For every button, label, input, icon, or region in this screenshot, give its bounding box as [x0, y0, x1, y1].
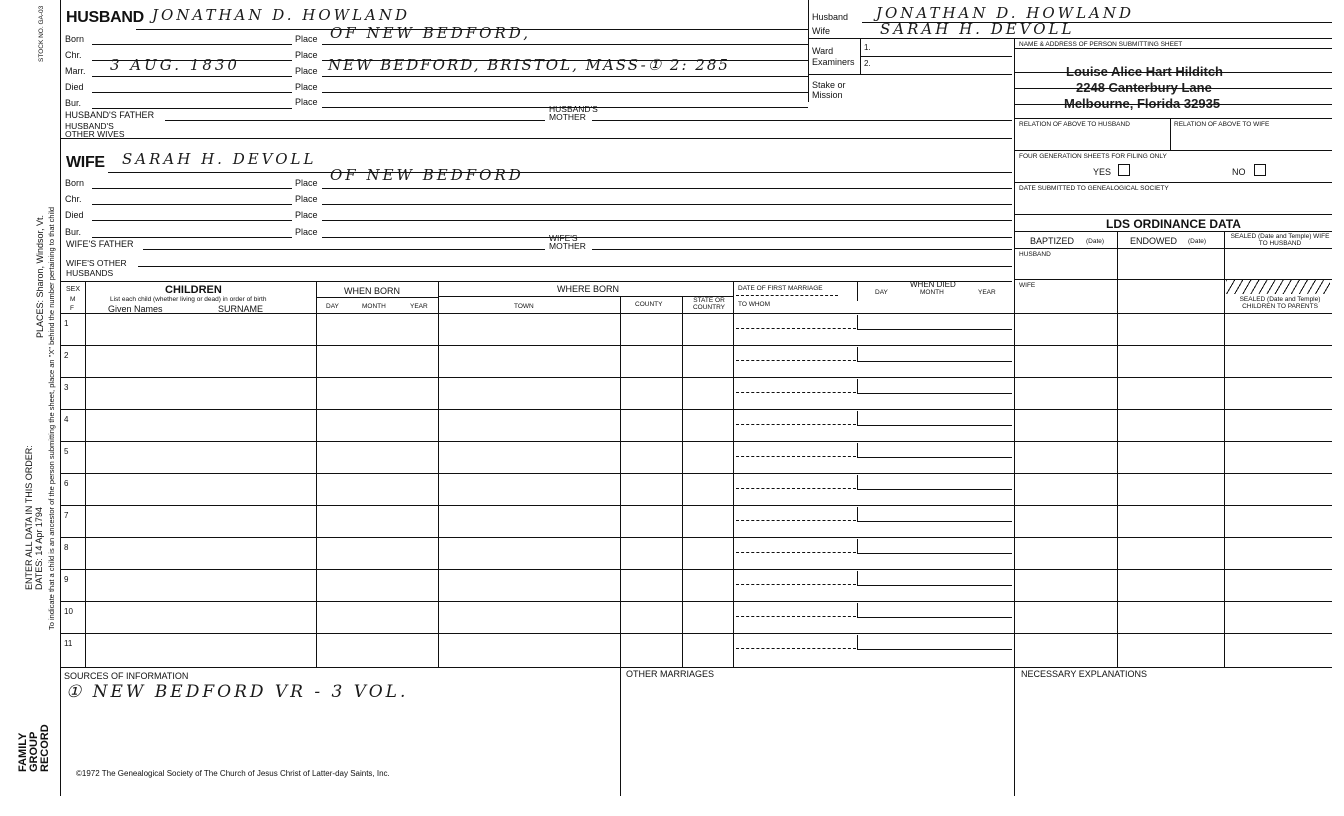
wife-other-husbands-label: WIFE'S OTHER HUSBANDS [66, 258, 127, 278]
top-right-divider [808, 0, 809, 102]
marriage-date-dash [736, 360, 856, 361]
wife-bur-place-label: Place [295, 227, 318, 237]
wife-bur-place-line [322, 237, 1012, 238]
relation-top-line [1014, 118, 1332, 119]
lds-hatched-cell [1226, 280, 1330, 294]
sealed-wife-label: SEALED (Date and Temple) WIFE TO HUSBAND [1230, 233, 1330, 247]
submitter-name: Louise Alice Hart Hilditch [1066, 64, 1223, 79]
table-bottom [60, 667, 1332, 668]
death-date-tick [857, 443, 858, 458]
no-label: NO [1232, 167, 1246, 177]
when-born-line [316, 297, 438, 298]
sources-label: SOURCES OF INFORMATION [64, 671, 189, 681]
death-date-line [857, 425, 1012, 426]
first-marriage-dash [736, 295, 838, 296]
child-row-divider [60, 569, 1332, 570]
tr-husband-label: Husband [812, 12, 849, 22]
marriage-place: NEW BEDFORD, BRISTOL, MASS-① 2: 285 [328, 56, 730, 74]
death-date-tick [857, 603, 858, 618]
death-date-tick [857, 475, 858, 490]
col-town [620, 296, 621, 667]
death-date-line [857, 457, 1012, 458]
death-date-tick [857, 539, 858, 554]
husband-born-line [92, 44, 292, 45]
marriage-date-dash [736, 520, 856, 521]
source-entry-1: ① NEW BEDFORD VR - 3 VOL. [66, 682, 409, 702]
death-date-line [857, 489, 1012, 490]
child-row-divider [60, 441, 1332, 442]
husband-mother-line [592, 120, 1012, 121]
explanations-label: NECESSARY EXPLANATIONS [1021, 669, 1148, 679]
surname-label: SURNAME [218, 304, 264, 314]
child-row-divider [60, 377, 1332, 378]
wife-mother-label: WIFE'S MOTHER [549, 233, 586, 251]
ancestor-instruction: To indicate that a child is an ancestor of the person submitting the sheet, place an "X" behind the number pertaining to that child [47, 206, 56, 630]
lds-title-line [1014, 231, 1332, 232]
date-submitted-top-line [1014, 182, 1332, 183]
child-row-number: 6 [64, 479, 69, 488]
where-born-label: WHERE BORN [557, 284, 620, 294]
wife-other-husbands-line [138, 266, 1012, 267]
relation-divider [1170, 118, 1171, 150]
sealed-children-label: SEALED (Date and Temple) CHILDREN TO PARENTS [1239, 296, 1321, 310]
dates-instruction: DATES: 14 Apr 1794 [34, 507, 44, 590]
date-submitted-label: DATE SUBMITTED TO GENEALOGICAL SOCIETY [1019, 185, 1169, 192]
lds-header-line [1014, 248, 1332, 249]
husband-born-place: OF NEW BEDFORD, [330, 24, 531, 42]
order-instruction: ENTER ALL DATA IN THIS ORDER: [24, 445, 34, 590]
ward-label: Ward [812, 46, 834, 56]
death-date-tick [857, 379, 858, 394]
husband-father-label: HUSBAND'S FATHER [65, 110, 155, 120]
relation-husband-label: RELATION OF ABOVE TO HUSBAND [1019, 121, 1130, 128]
child-row-divider [60, 409, 1332, 410]
husband-died-line [92, 92, 292, 93]
death-date-line [857, 649, 1012, 650]
death-date-tick [857, 635, 858, 650]
tr-wife-name: SARAH H. DEVOLL [880, 20, 1075, 38]
husband-chr-label: Chr. [65, 50, 82, 60]
husband-marr-label: Marr. [65, 66, 86, 76]
children-heading: CHILDREN [165, 284, 222, 296]
wife-name: SARAH H. DEVOLL [122, 150, 317, 168]
death-date-line [857, 521, 1012, 522]
submitter-line-2 [1014, 88, 1332, 89]
death-date-tick [857, 347, 858, 362]
child-row-number: 10 [64, 607, 73, 616]
born-day-label: DAY [326, 303, 339, 310]
endowed-date-label: (Date) [1188, 238, 1207, 245]
husband-chr-place-label: Place [295, 50, 318, 60]
sex-f: F [70, 305, 74, 312]
other-marriages-label: OTHER MARRIAGES [626, 669, 715, 679]
husband-section-bottom [60, 138, 1012, 139]
table-header-bottom [60, 313, 1332, 314]
husband-other-wives-label: HUSBAND'S OTHER WIVES [65, 121, 125, 139]
child-row-number: 3 [64, 383, 69, 392]
sex-label: SEX [66, 286, 81, 293]
husband-marr-place-label: Place [295, 66, 318, 76]
born-year-label: YEAR [410, 303, 428, 310]
wife-father-line [143, 249, 545, 250]
marriage-date-dash [736, 584, 856, 585]
wife-born-place-label: Place [295, 178, 318, 188]
husband-died-place-line [322, 92, 808, 93]
death-date-tick [857, 411, 858, 426]
husband-bur-line [92, 108, 292, 109]
child-row-number: 9 [64, 575, 69, 584]
husband-born-label: Born [65, 34, 85, 44]
examiners-label: Examiners [812, 57, 855, 67]
endowed-label: ENDOWED [1130, 236, 1177, 246]
baptized-label: BAPTIZED [1030, 236, 1075, 246]
husband-bur-label: Bur. [65, 98, 82, 108]
lds-husband-label: HUSBAND [1019, 251, 1051, 258]
state-label: STATE OR COUNTRY [692, 297, 726, 311]
husband-father-line [165, 120, 545, 121]
submitter-street: 2248 Canterbury Lane [1076, 80, 1212, 95]
died-month-label: MONTH [920, 289, 944, 296]
child-row-number: 8 [64, 543, 69, 552]
col-sex [85, 281, 86, 667]
examiner-line-2 [808, 74, 1012, 75]
marriage-date-dash [736, 424, 856, 425]
wife-bur-label: Bur. [65, 227, 82, 237]
col-children [316, 281, 317, 667]
husband-born-place-label: Place [295, 34, 318, 44]
submitter-line-3 [1014, 104, 1332, 105]
when-died-label: WHEN DIED [910, 280, 956, 289]
marriage-date-dash [736, 392, 856, 393]
wife-heading: WIFE [66, 154, 105, 171]
death-date-line [857, 617, 1012, 618]
submitter-label: NAME & ADDRESS OF PERSON SUBMITTING SHEET [1019, 41, 1183, 48]
tr-wife-line [808, 38, 1332, 39]
wife-father-label: WIFE'S FATHER [66, 239, 134, 249]
county-label: COUNTY [635, 301, 663, 308]
wife-chr-line [92, 204, 292, 205]
child-row-divider [60, 633, 1332, 634]
child-row-number: 5 [64, 447, 69, 456]
wife-born-label: Born [65, 178, 85, 188]
wife-section-bottom [60, 281, 1012, 282]
death-date-line [857, 553, 1012, 554]
child-row-number: 11 [64, 639, 73, 648]
died-year-label: YEAR [978, 289, 996, 296]
child-row-divider [60, 505, 1332, 506]
wife-born-line [92, 188, 292, 189]
col-when-died-start [857, 281, 858, 301]
examiner-line-1 [860, 56, 1012, 57]
born-month-label: MONTH [362, 303, 386, 310]
wife-died-place-label: Place [295, 210, 318, 220]
baptized-date-label: (Date) [1086, 238, 1105, 245]
child-row-divider [60, 345, 1332, 346]
death-date-tick [857, 315, 858, 330]
wife-mother-line [592, 249, 1012, 250]
relation-wife-label: RELATION OF ABOVE TO WIFE [1174, 121, 1270, 128]
col-state [733, 281, 734, 667]
submitter-line-0 [1014, 48, 1332, 49]
stock-number: STOCK NO. GA-03 [38, 5, 45, 62]
lds-top-line [1014, 214, 1332, 215]
four-gen-label: FOUR GENERATION SHEETS FOR FILING ONLY [1019, 153, 1167, 160]
marriage-date-dash [736, 552, 856, 553]
right-column-divider [1014, 38, 1015, 796]
died-day-label: DAY [875, 289, 888, 296]
wife-died-line [92, 220, 292, 221]
marriage-date-dash [736, 488, 856, 489]
yes-label: YES [1093, 167, 1112, 177]
wife-name-line [108, 172, 1012, 173]
town-label: TOWN [514, 303, 534, 310]
husband-mother-label: HUSBAND'S MOTHER [549, 104, 598, 122]
lds-wife-label: WIFE [1019, 282, 1036, 289]
husband-name: JONATHAN D. HOWLAND [152, 6, 411, 24]
death-date-tick [857, 571, 858, 586]
death-date-line [857, 361, 1012, 362]
tr-husband-name: JONATHAN D. HOWLAND [876, 4, 1135, 22]
husband-died-place-label: Place [295, 82, 318, 92]
left-margin-line [60, 0, 61, 796]
child-row-number: 7 [64, 511, 69, 520]
husband-heading: HUSBAND [66, 9, 144, 26]
wife-died-label: Died [65, 210, 84, 220]
given-names-label: Given Names [108, 304, 163, 314]
husband-marr-place-line [322, 76, 808, 77]
four-gen-top-line [1014, 150, 1332, 151]
child-row-number: 1 [64, 319, 69, 328]
child-row-divider [60, 601, 1332, 602]
husband-born-place-line [322, 44, 808, 45]
marriage-date-dash [736, 616, 856, 617]
marriage-date-dash [736, 648, 856, 649]
husband-marr-line [92, 76, 292, 77]
death-date-tick [857, 507, 858, 522]
first-marriage-label: DATE OF FIRST MARRIAGE [738, 285, 823, 292]
form-title: FAMILY GROUP RECORD [17, 724, 51, 772]
child-row-number: 2 [64, 351, 69, 360]
wife-bur-line [92, 237, 292, 238]
yes-checkbox[interactable] [1118, 164, 1130, 176]
husband-died-label: Died [65, 82, 84, 92]
marriage-date: 3 AUG. 1830 [110, 56, 240, 74]
death-date-line [857, 585, 1012, 586]
to-whom-label: TO WHOM [738, 301, 771, 308]
when-born-label: WHEN BORN [344, 286, 400, 296]
sex-m: M [70, 296, 76, 303]
wife-chr-label: Chr. [65, 194, 82, 204]
submitter-city: Melbourne, Florida 32935 [1064, 96, 1221, 111]
tr-wife-label: Wife [812, 26, 830, 36]
child-row-divider [60, 537, 1332, 538]
stake-label: Stake or Mission [812, 80, 846, 100]
wife-born-place: OF NEW BEDFORD [330, 166, 524, 184]
examiner-1: 1. [864, 43, 871, 52]
children-note: List each child (whether living or dead) in order of birth [110, 296, 267, 303]
submitter-line-1 [1014, 72, 1332, 73]
husband-bur-place-label: Place [295, 97, 318, 107]
death-date-line [857, 393, 1012, 394]
lds-title: LDS ORDINANCE DATA [1106, 217, 1241, 231]
no-checkbox[interactable] [1254, 164, 1266, 176]
examiner-2: 2. [864, 59, 871, 68]
marriage-date-dash [736, 328, 856, 329]
bottom-divider-1 [620, 667, 621, 796]
copyright-notice: ©1972 The Genealogical Society of The Church of Jesus Christ of Latter-day Saints, Inc. [76, 769, 390, 778]
marriage-date-dash [736, 456, 856, 457]
wife-chr-place-line [322, 204, 1012, 205]
death-date-line [857, 329, 1012, 330]
wife-chr-place-label: Place [295, 194, 318, 204]
wife-born-place-line [322, 188, 1012, 189]
col-when-born [438, 281, 439, 667]
wife-died-place-line [322, 220, 1012, 221]
col-county [682, 296, 683, 667]
child-row-divider [60, 473, 1332, 474]
child-row-number: 4 [64, 415, 69, 424]
places-instruction: PLACES: Sharon, Windsor, Vt. [35, 214, 45, 338]
